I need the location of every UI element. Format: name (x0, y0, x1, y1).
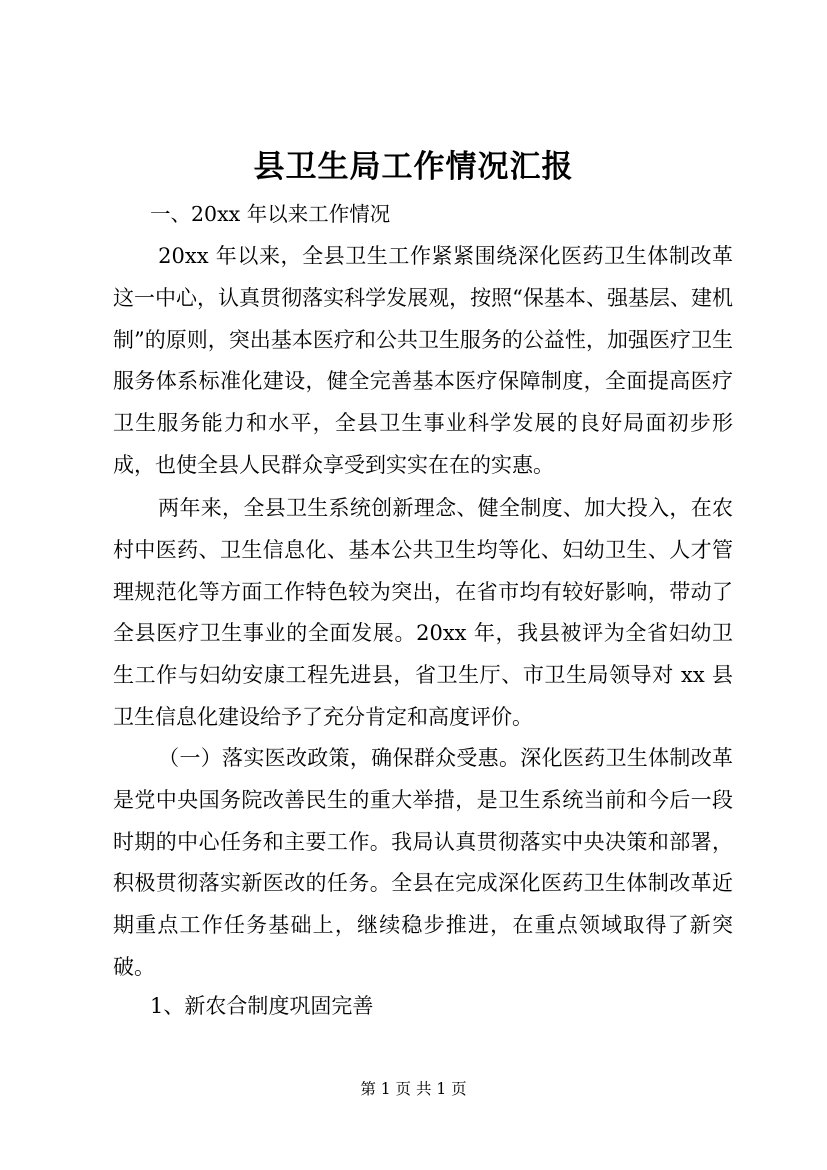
paragraph-block-3 (113, 738, 733, 989)
paragraph-block-2 (113, 488, 733, 739)
body-paragraph: 20xx 年以来，全县卫生工作紧紧围绕深化医药卫生体制改革这一中心，认真贯彻落实科学发展观，按照“保基本、强基层、建机制”的原则，突出基本医疗和公共卫生服务的公益性，加强医疗卫生服务体系标准化建设，健全完善基本医疗保障制度，全面提高医疗卫生服务能力和水平，全县卫生事业科学发展的良好局面初步形成，也使全县人民群众享受到实实在在的实惠。 (113, 244, 733, 477)
section-heading: 一、20xx 年以来工作情况 (150, 202, 391, 226)
body-paragraph: 两年来，全县卫生系统创新理念、健全制度、加大投入，在农村中医药、卫生信息化、基本公共卫生均等化、妇幼卫生、人才管理规范化等方面工作特色较为突出，在省市均有较好影响，带动了全县医疗卫生事业的全面发展。20xx 年，我县被评为全省妇幼卫生工作与妇幼安康工程先进县，省卫生厅、市卫生局领导对 xx 县卫生信息化建设给予了充分肯定和高度评价。 (113, 496, 733, 729)
sub-item-heading: 1、新农合制度巩固完善 (150, 994, 374, 1018)
paragraph-block-1 (113, 236, 733, 487)
document-title: 县卫生局工作情况汇报 (253, 149, 574, 185)
body-paragraph: （一）落实医改政策，确保群众受惠。深化医药卫生体制改革是党中央国务院改善民生的重大举措，是卫生系统当前和今后一段时期的中心任务和主要工作。我局认真贯彻落实中央决策和部署，积极贯彻落实新医改的任务。全县在完成深化医药卫生体制改革近期重点工作任务基础上，继续稳步推进，在重点领域取得了新突破。 (113, 746, 733, 979)
page-footer: 第 1 页 共 1 页 (360, 1080, 467, 1098)
